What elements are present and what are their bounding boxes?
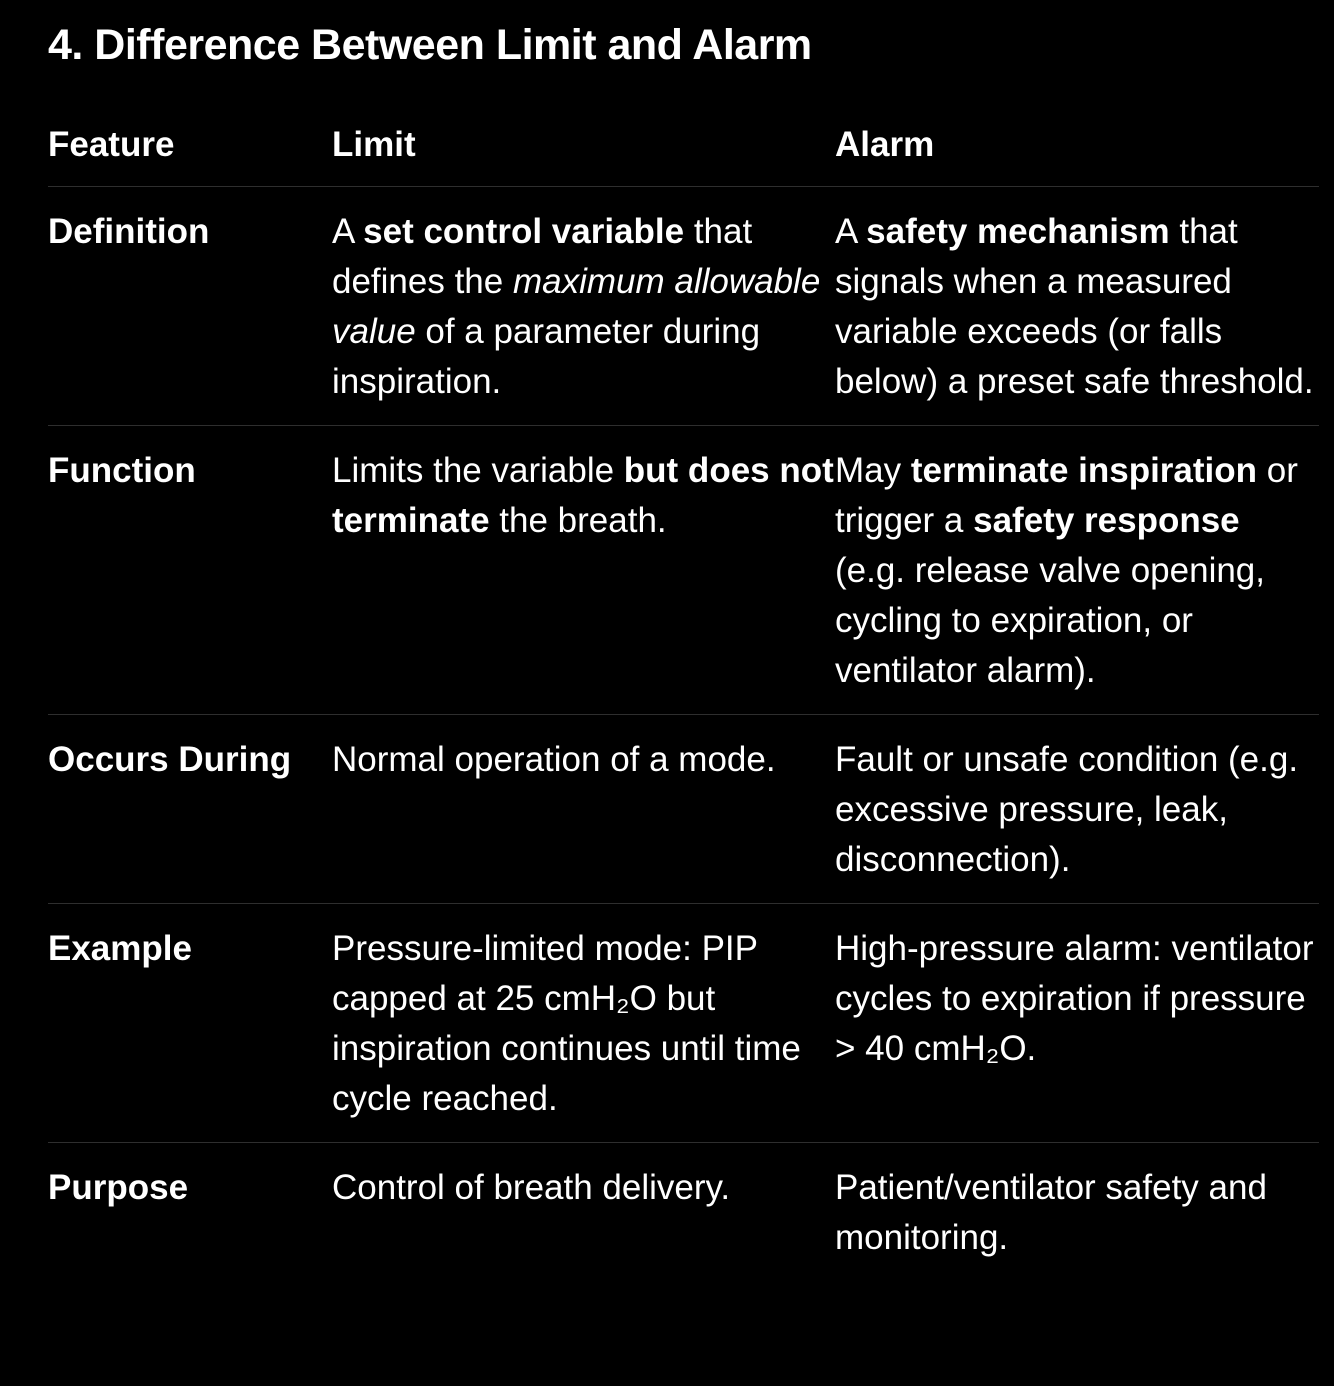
- feature-cell: Definition: [48, 187, 332, 426]
- limit-text: A: [332, 212, 364, 251]
- alarm-cell: High-pressure alarm: ventilator cycles to expiration if pressure > 40 cmH₂O.: [835, 904, 1319, 1143]
- table-row-example: [48, 904, 1319, 1143]
- header-limit: Limit: [332, 112, 835, 187]
- alarm-cell: Fault or unsafe condition (e.g. excessive pressure, leak, disconnection).: [835, 715, 1319, 904]
- limit-text: that defines the: [332, 212, 753, 301]
- alarm-text: May: [835, 451, 911, 490]
- feature-cell: Function: [48, 426, 332, 715]
- limit-bold-text: but does not terminate: [332, 451, 834, 540]
- alarm-text: that signals when a measured variable exceeds (or falls below) a preset safe threshold.: [835, 212, 1314, 401]
- limit-italic-text: maximum allowable value: [332, 262, 821, 351]
- alarm-cell: [835, 187, 1319, 426]
- header-alarm: Alarm: [835, 112, 1319, 187]
- alarm-text: A: [835, 212, 867, 251]
- table-row-function: [48, 426, 1319, 715]
- limit-cell: Normal operation of a mode.: [332, 715, 835, 904]
- limit-text: of a parameter during inspiration.: [332, 312, 761, 401]
- limit-cell: [332, 426, 835, 715]
- feature-cell: Purpose: [48, 1168, 189, 1207]
- alarm-bold-text: terminate inspiration: [910, 451, 1258, 490]
- table-row-definition: [48, 187, 1319, 426]
- feature-cell: Occurs During: [48, 715, 332, 904]
- alarm-text: (e.g. release valve opening, cycling to expiration, or ventilator alarm).: [835, 551, 1265, 690]
- table-header-row: [48, 112, 1319, 187]
- header-feature: Feature: [48, 112, 332, 187]
- limit-cell: Pressure-limited mode: PIP capped at 25 cmH₂O but inspiration continues until time cycle reached.: [332, 904, 835, 1143]
- feature-cell: Example: [48, 904, 332, 1143]
- limit-cell: Control of breath delivery.: [332, 1168, 731, 1207]
- limit-text: the breath.: [489, 501, 667, 540]
- comparison-table: [48, 112, 1319, 1281]
- table-row-purpose: [48, 1143, 1319, 1282]
- limit-cell: [332, 187, 835, 426]
- section-title: 4. Difference Between Limit and Alarm: [48, 21, 812, 69]
- alarm-cell: [835, 426, 1319, 715]
- alarm-bold-text: safety response: [973, 501, 1240, 540]
- alarm-text: or trigger a: [835, 451, 1298, 540]
- limit-text: Limits the variable: [332, 451, 624, 490]
- alarm-bold-text: safety mechanism: [866, 212, 1170, 251]
- table-row-occurs-during: [48, 715, 1319, 904]
- alarm-cell: Patient/ventilator safety and monitoring.: [835, 1168, 1267, 1257]
- limit-bold-text: set control variable: [363, 212, 685, 251]
